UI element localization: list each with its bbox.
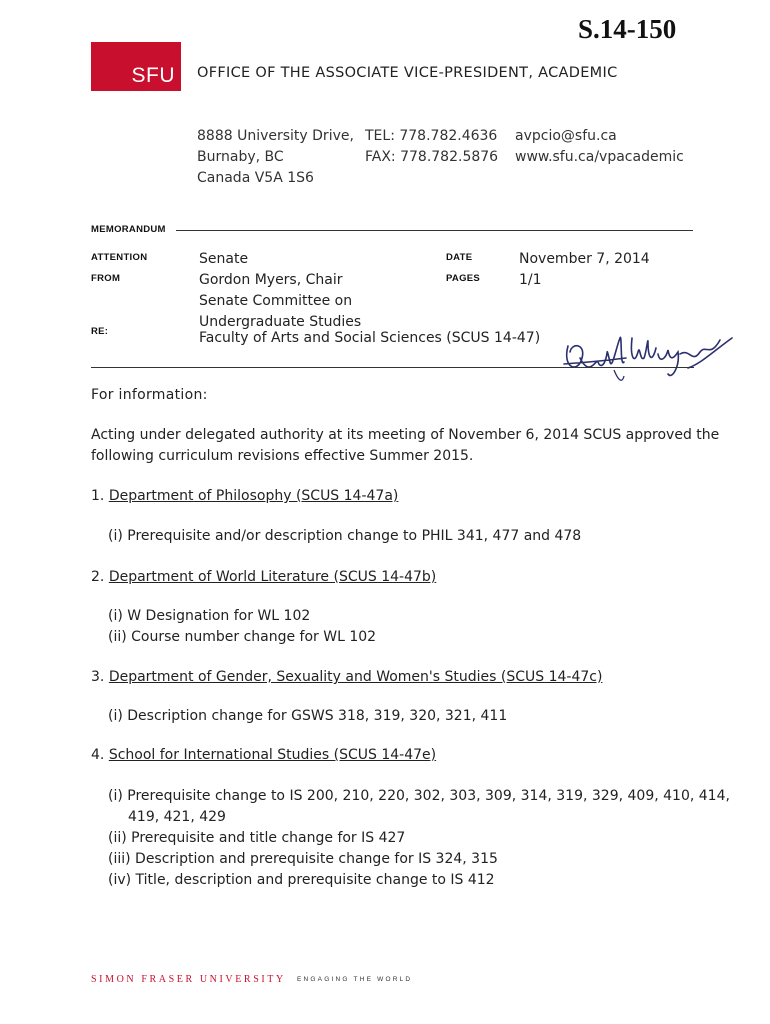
memo-divider xyxy=(176,230,693,231)
from-line: Undergraduate Studies xyxy=(199,314,362,330)
date-label: DATE xyxy=(446,252,473,263)
memorandum-label: MEMORANDUM xyxy=(91,224,166,235)
re-label: RE: xyxy=(91,326,109,337)
section-title: Department of World Literature (SCUS 14-47b) xyxy=(108,569,437,585)
footer-tagline: ENGAGING THE WORLD xyxy=(297,976,413,983)
section-item: (i) Prerequisite change to IS 200, 210, 220, 302, 303, 309, 314, 319, 329, 409, 410, 414, xyxy=(108,788,730,804)
sfu-logo xyxy=(91,42,181,91)
date-value: November 7, 2014 xyxy=(519,251,650,267)
section-item: (i) Description change for GSWS 318, 319, 320, 321, 411 xyxy=(108,708,508,724)
section-item: (iv) Title, description and prerequisite change to IS 412 xyxy=(108,872,495,888)
address-phone-block xyxy=(365,126,498,168)
attention-value: Senate xyxy=(199,251,249,267)
pages-label: PAGES xyxy=(446,273,481,284)
re-value: Faculty of Arts and Social Sciences (SCUS 14-47) xyxy=(199,330,541,346)
signature xyxy=(560,318,740,388)
logo-text: SFU xyxy=(131,64,175,87)
from-line: Senate Committee on xyxy=(199,293,353,309)
from-line: Gordon Myers, Chair xyxy=(199,272,343,288)
memo-end-divider xyxy=(91,367,694,368)
office-title: OFFICE OF THE ASSOCIATE VICE-PRESIDENT, ACADEMIC xyxy=(197,65,618,81)
address-country: Canada V5A 1S6 xyxy=(197,170,314,186)
address-web[interactable]: www.sfu.ca/vpacademic xyxy=(515,149,684,165)
section-item: (i) W Designation for WL 102 xyxy=(108,608,311,624)
address-street-block xyxy=(197,126,354,189)
address-email[interactable]: avpcio@sfu.ca xyxy=(515,128,617,144)
intro-line: following curriculum revisions effective Summer 2015. xyxy=(91,448,474,464)
document-number: S.14-150 xyxy=(578,14,677,44)
address-city: Burnaby, BC xyxy=(197,149,284,165)
section-title: Department of Philosophy (SCUS 14-47a) xyxy=(108,488,399,504)
section-item: 419, 421, 429 xyxy=(128,809,226,825)
section-items xyxy=(108,606,376,648)
attention-label: ATTENTION xyxy=(91,252,148,263)
intro-line: Acting under delegated authority at its meeting of November 6, 2014 SCUS approved the xyxy=(91,427,720,443)
address-tel: TEL: 778.782.4636 xyxy=(365,128,498,144)
for-information: For information: xyxy=(91,387,208,403)
section-items xyxy=(108,786,730,891)
pages-value: 1/1 xyxy=(519,272,542,288)
from-label: FROM xyxy=(91,273,121,284)
intro-paragraph xyxy=(91,425,719,467)
section-item: (iii) Description and prerequisite change for IS 324, 315 xyxy=(108,851,498,867)
section-heading: 3. Department of Gender, Sexuality and Women's Studies (SCUS 14-47c) xyxy=(91,669,603,685)
section-title: School for International Studies (SCUS 14-47e) xyxy=(108,747,437,763)
section-item: (i) Prerequisite and/or description change to PHIL 341, 477 and 478 xyxy=(108,528,582,544)
section-item: (ii) Prerequisite and title change for IS 427 xyxy=(108,830,406,846)
section-item: (ii) Course number change for WL 102 xyxy=(108,629,377,645)
section-heading: 4. School for International Studies (SCUS 14-47e) xyxy=(91,747,437,763)
address-fax: FAX: 778.782.5876 xyxy=(365,149,499,165)
section-title: Department of Gender, Sexuality and Women's Studies (SCUS 14-47c) xyxy=(108,669,603,685)
from-value xyxy=(199,270,361,333)
address-web-block xyxy=(515,126,684,168)
footer-university: SIMON FRASER UNIVERSITY xyxy=(91,974,286,985)
section-heading: 1. Department of Philosophy (SCUS 14-47a) xyxy=(91,488,399,504)
section-heading: 2. Department of World Literature (SCUS 14-47b) xyxy=(91,569,437,585)
address-street: 8888 University Drive, xyxy=(197,128,354,144)
